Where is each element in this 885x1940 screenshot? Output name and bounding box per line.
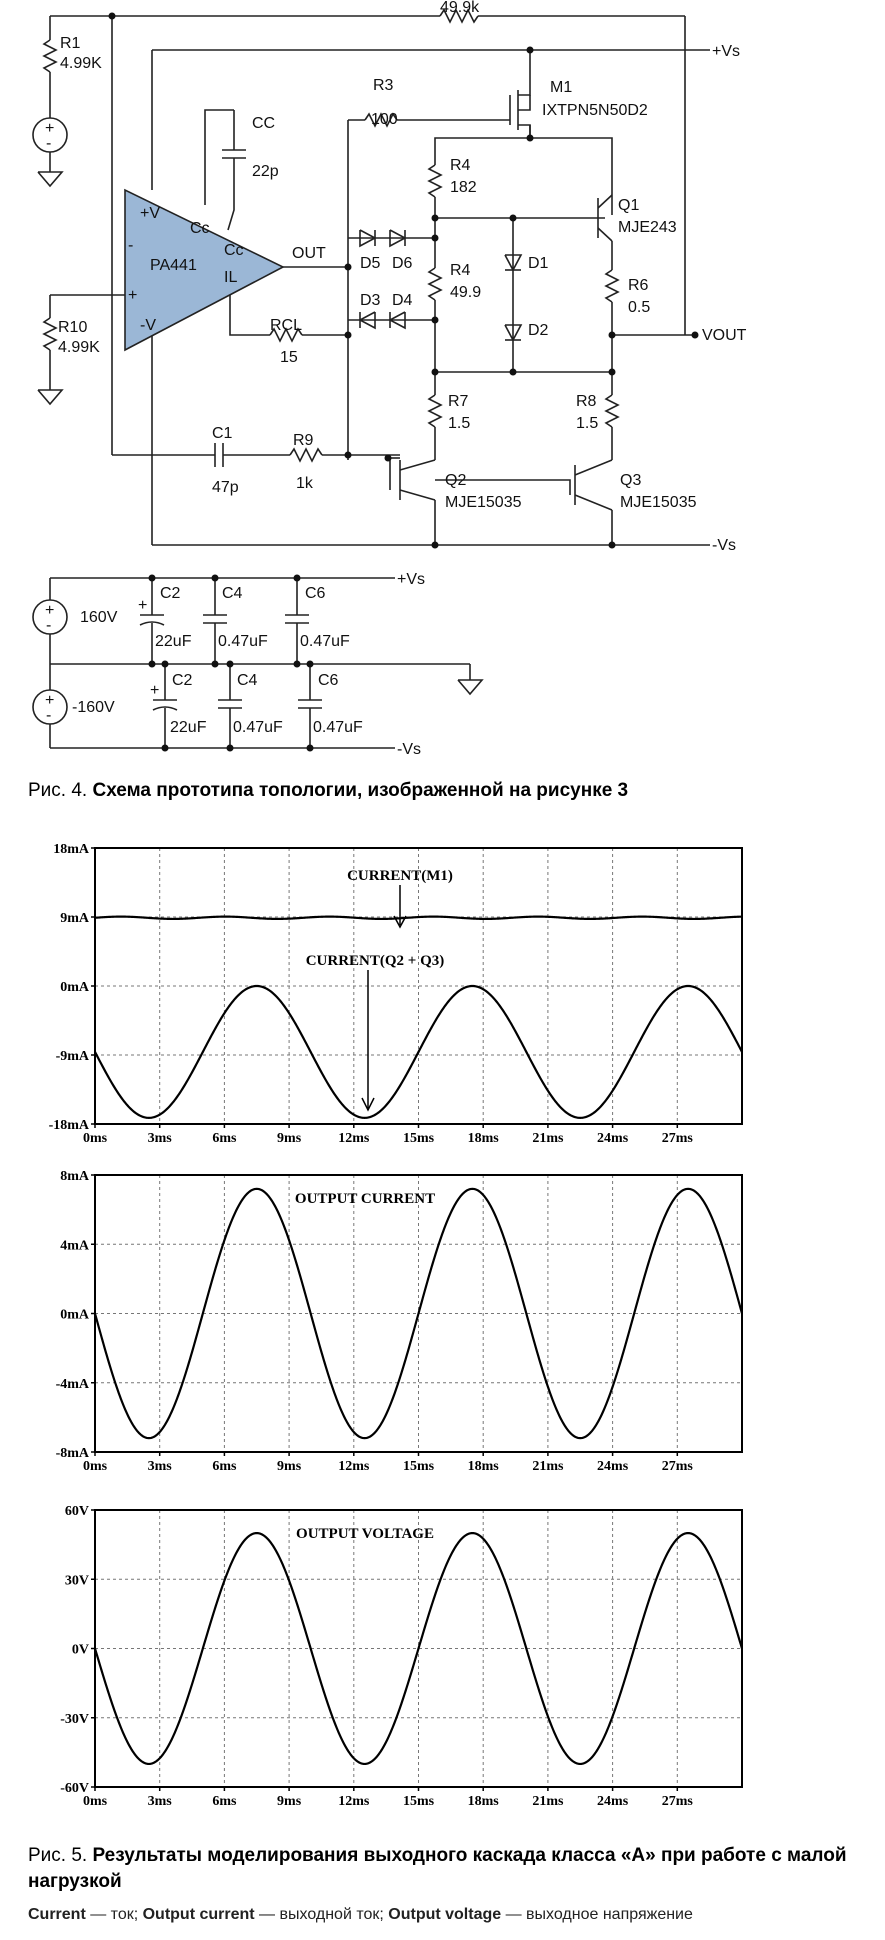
legend-desc-output-voltage: — выходное напряжение (501, 1906, 693, 1923)
r8-value: 1.5 (576, 415, 599, 432)
x-tick-label: 6ms (212, 1459, 237, 1474)
r7-label: R7 (448, 393, 469, 410)
vs-pos2-label: +Vs (397, 571, 426, 588)
legend-term-current: Current (28, 1906, 86, 1923)
m1-label: M1 (550, 79, 573, 96)
plot-title: OUTPUT VOLTAGE (296, 1526, 434, 1542)
fig4-caption-title: Схема прототипа топологии, изображенной на рисунке 3 (92, 780, 629, 801)
x-tick-label: 0ms (82, 1459, 108, 1474)
r6-label: R6 (628, 277, 649, 294)
x-tick-label: 6ms (212, 1794, 237, 1809)
fig5-caption (28, 1843, 858, 1895)
c4b-value: 0.47uF (233, 719, 283, 736)
x-tick-label: 15ms (402, 1131, 435, 1146)
legend-term-output-voltage: Output voltage (388, 1906, 502, 1923)
x-tick-label: 12ms (338, 1794, 370, 1809)
d2-label: D2 (528, 322, 549, 339)
y-tick-label: 30V (64, 1573, 89, 1589)
annotation-current-q2q3: CURRENT(Q2 + Q3) (305, 953, 445, 969)
x-tick-label: 9ms (277, 1131, 302, 1146)
x-tick-label: 27ms (661, 1794, 693, 1809)
legend-desc-current: — ток; (85, 1906, 143, 1923)
x-tick-label: 15ms (402, 1459, 435, 1474)
x-tick-label: 18ms (467, 1131, 499, 1146)
x-tick-label: 21ms (532, 1459, 564, 1474)
r3-value: 100 (371, 111, 398, 128)
legend-term-output-current: Output current (142, 1906, 255, 1923)
opamp-il-pin: IL (224, 269, 238, 286)
x-tick-label: 24ms (597, 1459, 629, 1474)
q2-part: MJE15035 (445, 494, 522, 511)
r4a-label: R4 (450, 157, 471, 174)
vm160-label: -160V (72, 699, 115, 716)
opamp-cc-pin1: Cc (190, 220, 210, 237)
x-tick-label: 3ms (147, 1459, 172, 1474)
y-tick-label: -30V (60, 1711, 89, 1727)
q1-part: MJE243 (618, 219, 677, 236)
r6-value: 0.5 (628, 299, 651, 316)
cc-value: 22p (252, 163, 279, 180)
y-tick-label: -18mA (48, 1118, 89, 1133)
d5-label: D5 (360, 255, 381, 272)
c1-value: 47p (212, 479, 239, 496)
r4b-label: R4 (450, 262, 471, 279)
fig5-caption-title: Результаты моделирования выходного каскада класса «А» при работе с малой нагрузкой (28, 1845, 847, 1892)
x-tick-label: 9ms (277, 1794, 302, 1809)
d3-label: D3 (360, 292, 381, 309)
opamp-nv: -V (140, 317, 156, 334)
q1-label: Q1 (618, 197, 640, 214)
src2-minus: - (46, 617, 52, 634)
c2a-value: 22uF (155, 633, 192, 650)
rcl-value: 15 (280, 349, 298, 366)
c4a-value: 0.47uF (218, 633, 268, 650)
vs-neg-label: -Vs (712, 537, 736, 554)
opamp-plus-pin: + (128, 287, 138, 304)
r1-label: R1 (60, 35, 81, 52)
x-tick-label: 3ms (147, 1794, 172, 1809)
r9-top-value: 49.9k (440, 0, 480, 16)
r4b-value: 49.9 (450, 284, 482, 301)
q3-part: MJE15035 (620, 494, 697, 511)
legend-desc-output-current: — выходной ток; (254, 1906, 389, 1923)
x-tick-label: 0ms (82, 1131, 108, 1146)
c2b-plus: + (150, 682, 160, 699)
y-tick-label: -9mA (55, 1049, 89, 1064)
c4a-label: C4 (222, 585, 243, 602)
c6b-value: 0.47uF (313, 719, 363, 736)
y-tick-label: 18mA (53, 842, 89, 857)
x-tick-label: 3ms (147, 1131, 172, 1146)
fig5-caption-prefix: Рис. 5. (28, 1845, 88, 1866)
c2b-value: 22uF (170, 719, 207, 736)
vout-label: VOUT (702, 327, 747, 344)
c2b-label: C2 (172, 672, 193, 689)
c6a-label: C6 (305, 585, 326, 602)
q2-label: Q2 (445, 472, 467, 489)
y-tick-label: 4mA (60, 1238, 89, 1254)
d1-label: D1 (528, 255, 549, 272)
c6a-value: 0.47uF (300, 633, 350, 650)
r10-label: R10 (58, 319, 88, 336)
m1-part: IXTPN5N50D2 (542, 102, 648, 119)
x-tick-label: 18ms (467, 1459, 499, 1474)
cc-label: CC (252, 115, 276, 132)
src1-minus: - (46, 135, 52, 152)
opamp-minus-pin: - (128, 237, 134, 254)
opamp-cc-pin2: Cc (224, 242, 244, 259)
fig4-caption-prefix: Рис. 4. (28, 780, 88, 801)
vs-pos-label: +Vs (712, 43, 741, 60)
y-tick-label: 0mA (60, 1307, 89, 1323)
v160-label: 160V (80, 609, 118, 626)
x-tick-label: 24ms (597, 1131, 629, 1146)
q3-label: Q3 (620, 472, 642, 489)
x-tick-label: 12ms (338, 1131, 370, 1146)
c4b-label: C4 (237, 672, 258, 689)
x-tick-label: 21ms (532, 1131, 564, 1146)
out-label: OUT (292, 245, 326, 262)
x-tick-label: 9ms (277, 1459, 302, 1474)
r8-label: R8 (576, 393, 597, 410)
plot-title: OUTPUT CURRENT (294, 1191, 436, 1207)
src1-plus: + (45, 120, 55, 137)
y-tick-label: 8mA (60, 1169, 89, 1184)
y-tick-label: 60V (64, 1504, 89, 1519)
r3-label: R3 (373, 77, 394, 94)
opamp-pv: +V (140, 205, 161, 222)
y-tick-label: -8mA (55, 1446, 89, 1461)
x-tick-label: 21ms (532, 1794, 564, 1809)
annotation-current-m1: CURRENT(M1) (347, 868, 453, 884)
d4-label: D4 (392, 292, 413, 309)
c1-label: C1 (212, 425, 233, 442)
x-tick-label: 27ms (661, 1131, 693, 1146)
src2-plus: + (45, 602, 55, 619)
r10-value: 4.99K (58, 339, 100, 356)
c2a-label: C2 (160, 585, 181, 602)
r4a-value: 182 (450, 179, 477, 196)
c6b-label: C6 (318, 672, 339, 689)
x-tick-label: 0ms (82, 1794, 108, 1809)
y-tick-label: -60V (60, 1781, 89, 1796)
r7-value: 1.5 (448, 415, 471, 432)
vs-neg2-label: -Vs (397, 741, 421, 758)
x-tick-label: 15ms (402, 1794, 435, 1809)
x-tick-label: 27ms (661, 1459, 693, 1474)
y-tick-label: 0mA (60, 980, 89, 995)
x-tick-label: 12ms (338, 1459, 370, 1474)
opamp-name: PA441 (150, 257, 197, 274)
c2a-plus: + (138, 597, 148, 614)
r9-value: 1k (296, 475, 313, 492)
y-tick-label: 0V (71, 1642, 89, 1658)
y-tick-label: -4mA (55, 1376, 89, 1392)
src3-minus: - (46, 707, 52, 724)
x-tick-label: 24ms (597, 1794, 629, 1809)
d6-label: D6 (392, 255, 413, 272)
x-tick-label: 18ms (467, 1794, 499, 1809)
fig5-legend (28, 1906, 693, 1924)
x-tick-label: 6ms (212, 1131, 237, 1146)
rcl-label: RCL (270, 317, 303, 334)
y-tick-label: 9mA (60, 911, 89, 926)
r1-value: 4.99K (60, 55, 102, 72)
src3-plus: + (45, 692, 55, 709)
r9-label: R9 (293, 432, 314, 449)
